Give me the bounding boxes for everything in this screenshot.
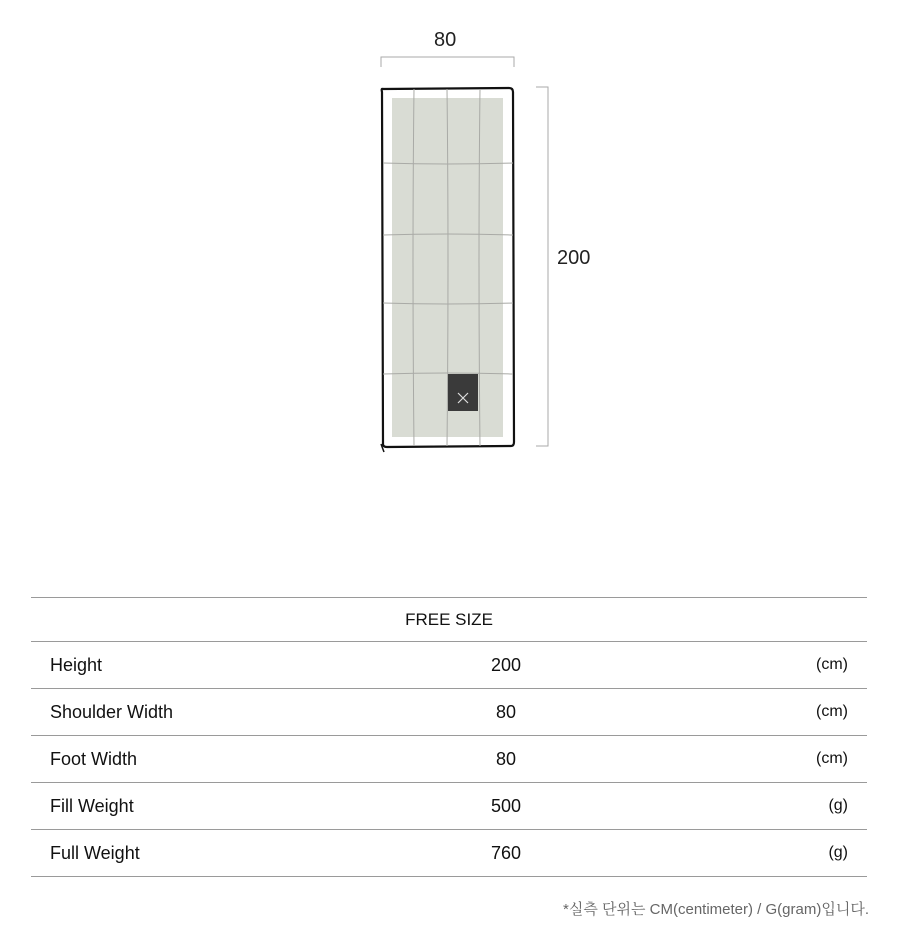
row-label: Height bbox=[31, 642, 350, 689]
row-unit: (g) bbox=[662, 783, 867, 830]
row-label: Full Weight bbox=[31, 830, 350, 877]
measurement-note: *실측 단위는 CM(centimeter) / G(gram)입니다. bbox=[563, 901, 869, 918]
width-dimension-line bbox=[381, 57, 514, 67]
table-row bbox=[31, 783, 867, 830]
row-unit: (cm) bbox=[662, 689, 867, 736]
table-row bbox=[31, 689, 867, 736]
row-value: 80 bbox=[350, 689, 662, 736]
table-header: FREE SIZE bbox=[31, 598, 867, 642]
table-row bbox=[31, 736, 867, 783]
brand-tag bbox=[448, 374, 478, 411]
table-row bbox=[31, 830, 867, 877]
row-value: 80 bbox=[350, 736, 662, 783]
size-table bbox=[31, 597, 867, 877]
row-unit: (cm) bbox=[662, 736, 867, 783]
row-value: 200 bbox=[350, 642, 662, 689]
width-label: 80 bbox=[434, 29, 457, 51]
row-value: 760 bbox=[350, 830, 662, 877]
row-label: Fill Weight bbox=[31, 783, 350, 830]
row-unit: (cm) bbox=[662, 642, 867, 689]
row-label: Shoulder Width bbox=[31, 689, 350, 736]
row-unit: (g) bbox=[662, 830, 867, 877]
row-label: Foot Width bbox=[31, 736, 350, 783]
height-label: 200 bbox=[557, 247, 591, 269]
height-dimension-line bbox=[536, 87, 548, 446]
row-value: 500 bbox=[350, 783, 662, 830]
table-row bbox=[31, 642, 867, 689]
